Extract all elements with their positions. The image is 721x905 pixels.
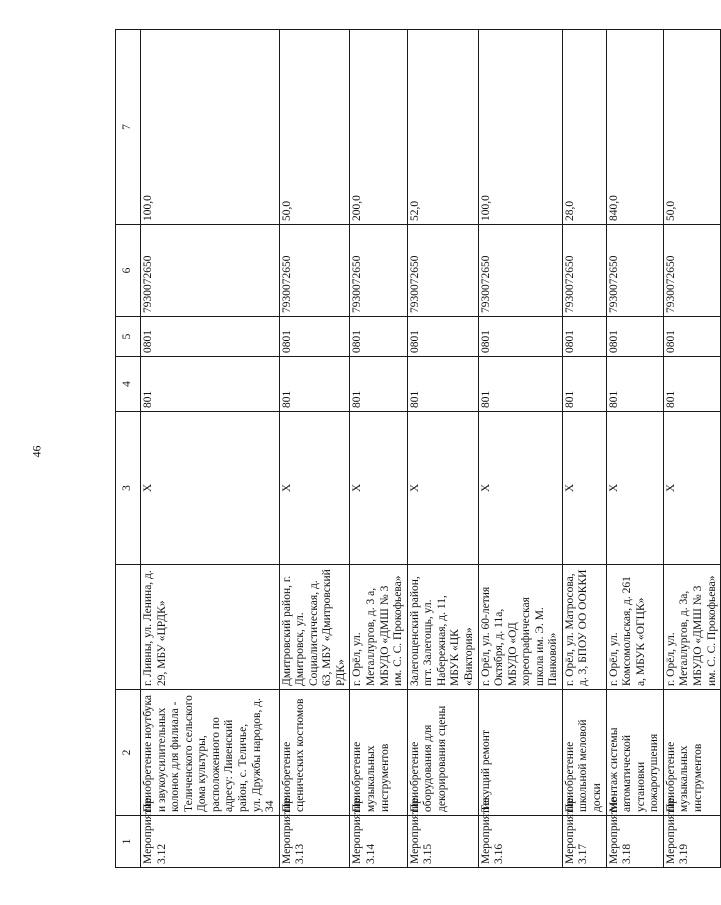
col7-cell: 100,0 (141, 30, 280, 225)
col7-cell: 200,0 (350, 30, 407, 225)
event-cell: Мероприятие 3.12 (141, 816, 280, 868)
col6-cell: 7930072650 (478, 225, 562, 317)
header-cell: 1 (116, 816, 141, 868)
description-cell: Текущий ремонт (478, 690, 562, 816)
col5-cell: 0801 (663, 317, 720, 357)
page-number: 46 (29, 445, 44, 458)
event-cell: Мероприятие 3.16 (478, 816, 562, 868)
col6-cell: 7930072650 (407, 225, 478, 317)
col6-cell: 7930072650 (606, 225, 663, 317)
col5-cell: 0801 (606, 317, 663, 357)
description-cell: Приобретение оборудования для декорирования сцены (407, 690, 478, 816)
col6-cell: 7930072650 (663, 225, 720, 317)
table-row (606, 30, 663, 868)
table-row (141, 30, 280, 868)
description-cell: Приобретение сценических костюмов (279, 690, 350, 816)
rotated-table-wrapper (115, 30, 718, 868)
program-events-table (115, 29, 721, 868)
header-cell: 3 (116, 412, 141, 565)
col5-cell: 0801 (407, 317, 478, 357)
header-cell: 6 (116, 225, 141, 317)
col3-cell: Х (350, 412, 407, 565)
event-cell: Мероприятие 3.19 (663, 816, 720, 868)
col4-cell: 801 (478, 357, 562, 412)
address-cell: г. Орёл, ул. Матросова, д. 3, БПОУ ОО ООККИ (562, 565, 606, 690)
header-cell: 7 (116, 30, 141, 225)
col3-cell: Х (141, 412, 280, 565)
col4-cell: 801 (606, 357, 663, 412)
col7-cell: 50,0 (279, 30, 350, 225)
event-cell: Мероприятие 3.13 (279, 816, 350, 868)
address-cell: г. Орёл, ул. Металлургов, д. 3а, МБУДО «ДМШ № 3 им. С. С. Прокофьева» (663, 565, 720, 690)
col3-cell: Х (279, 412, 350, 565)
table-row (478, 30, 562, 868)
description-cell: Приобретение музыкальных инструментов (350, 690, 407, 816)
col3-cell: Х (407, 412, 478, 565)
col3-cell: Х (478, 412, 562, 565)
description-cell: Приобретение ноутбука и звукоусилительных колонок для филиала - Теличенского сельского Дома культуры, расположенного по адресу: Ливенский район, с. Теличье, ул. Дружбы народов, д. 34 (141, 690, 280, 816)
col4-cell: 801 (407, 357, 478, 412)
col3-cell: Х (562, 412, 606, 565)
header-row (116, 30, 141, 868)
table-row (663, 30, 720, 868)
col6-cell: 7930072650 (350, 225, 407, 317)
col7-cell: 28,0 (562, 30, 606, 225)
table-row (350, 30, 407, 868)
address-cell: г. Орёл, ул. Комсомольская, д. 261 а, МБУК «ОГЦК» (606, 565, 663, 690)
event-cell: Мероприятие 3.14 (350, 816, 407, 868)
event-cell: Мероприятие 3.15 (407, 816, 478, 868)
address-cell: Дмитровский район, г. Дмитровск, ул. Социалистическая, д. 63, МБУ «Дмитровский РДК» (279, 565, 350, 690)
table-row (562, 30, 606, 868)
col3-cell: Х (663, 412, 720, 565)
address-cell: г. Орёл, ул. 60-летия Октября, д. 11а, МБУДО «ОД хореографическая школа им. Э. М. Панковой» (478, 565, 562, 690)
col7-cell: 840,0 (606, 30, 663, 225)
description-cell: Приобретение музыкальных инструментов (663, 690, 720, 816)
col4-cell: 801 (279, 357, 350, 412)
col5-cell: 0801 (562, 317, 606, 357)
col6-cell: 7930072650 (279, 225, 350, 317)
col5-cell: 0801 (141, 317, 280, 357)
col7-cell: 50,0 (663, 30, 720, 225)
header-cell: 2 (116, 690, 141, 816)
header-cell (116, 565, 141, 690)
address-cell: г. Ливны, ул. Ленина, д. 29, МБУ «ЦРДК» (141, 565, 280, 690)
event-cell: Мероприятие 3.18 (606, 816, 663, 868)
col4-cell: 801 (350, 357, 407, 412)
address-cell: г. Орёл, ул. Металлургов, д. 3 а, МБУДО «ДМШ № 3 им. С. С. Прокофьева» (350, 565, 407, 690)
header-cell: 5 (116, 317, 141, 357)
col6-cell: 7930072650 (141, 225, 280, 317)
col4-cell: 801 (141, 357, 280, 412)
col7-cell: 52,0 (407, 30, 478, 225)
col7-cell: 100,0 (478, 30, 562, 225)
description-cell: Приобретение школьной меловой доски (562, 690, 606, 816)
table-row (407, 30, 478, 868)
col6-cell: 7930072650 (562, 225, 606, 317)
col5-cell: 0801 (350, 317, 407, 357)
table-row (279, 30, 350, 868)
header-cell: 4 (116, 357, 141, 412)
col4-cell: 801 (663, 357, 720, 412)
col3-cell: Х (606, 412, 663, 565)
event-cell: Мероприятие 3.17 (562, 816, 606, 868)
col5-cell: 0801 (279, 317, 350, 357)
col4-cell: 801 (562, 357, 606, 412)
address-cell: Залегощенский район, пгт. Залегощь, ул. Набережная, д. 11, МБУК «ЦК «Виктория» (407, 565, 478, 690)
description-cell: Монтаж системы автоматической установки пожаротушения (606, 690, 663, 816)
col5-cell: 0801 (478, 317, 562, 357)
